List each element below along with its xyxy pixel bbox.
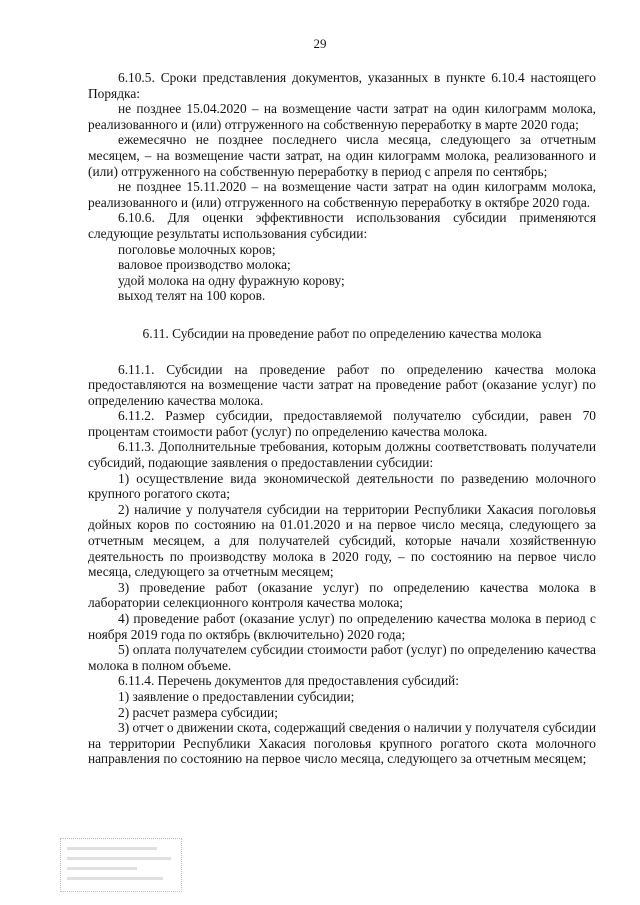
paragraph-6-10-5: 6.10.5. Сроки представления документов, указанных в пункте 6.10.4 настоящего Порядка: [88, 70, 596, 101]
list-item-result: выход телят на 100 коров. [118, 288, 266, 304]
paragraph-6-11-2: 6.11.2. Размер субсидии, предоставляемой получателю субсидии, равен 70 процентам стоимости работ (услуг) по определению качества молока. [88, 408, 596, 439]
list-item-result: удой молока на одну фуражную корову; [118, 272, 345, 288]
paragraph-deadline-october: не позднее 15.11.2020 – на возмещение части затрат на один килограмм молока, реализованного и (или) отгруженного на собственную переработку в октябре 2020 года. [88, 179, 596, 210]
list-item-result: поголовье молочных коров; [118, 241, 276, 257]
list-item-document: 2) расчет размера субсидии; [118, 704, 278, 720]
paragraph-deadline-march: не позднее 15.04.2020 – на возмещение части затрат на один килограмм молока, реализованного и (или) отгруженного на собственную переработку в марте 2020 года; [88, 101, 596, 132]
list-item-document: 1) заявление о предоставлении субсидии; [118, 688, 355, 704]
section-heading-6-11: 6.11. Субсидии на проведение работ по определению качества молока [142, 325, 542, 341]
paragraph-deadline-monthly: ежемесячно не позднее последнего числа месяца, следующего за отчетным месяцем, – на возмещение части затрат, на один килограмм молока, реализованного и (или) отгруженного на собственную переработку в период с апреля по сентябрь; [88, 132, 596, 179]
paragraph-6-10-6: 6.10.6. Для оценки эффективности использования субсидии применяются следующие результаты использования субсидии: [88, 210, 596, 241]
paragraph-6-11-4: 6.11.4. Перечень документов для предоставления субсидий: [118, 673, 459, 689]
paragraph-6-11-1: 6.11.1. Субсидии на проведение работ по определению качества молока предоставляются на возмещение части затрат на проведение работ (оказание услуг) по определению качества молока. [88, 361, 596, 408]
faded-stamp [60, 838, 182, 892]
list-item-requirement: 2) наличие у получателя субсидии на территории Республики Хакасия поголовья дойных коров по состоянию на 01.01.2020 и на первое число месяца, следующего за отчетным месяцем, а для получателей субсидий, которые начали хозяйственную деятельность по производству молока в 2020 году, – по состоянию на первое число месяца, следующего за отчетным месяцем; [88, 501, 596, 580]
list-item-requirement: 1) осуществление вида экономической деятельности по разведению молочного крупного рогатого скота; [88, 470, 596, 502]
list-item-result: валовое производство молока; [118, 257, 291, 273]
document-body [88, 70, 596, 767]
list-item-requirement: 4) проведение работ (оказание услуг) по определению качества молока в период с ноября 2019 года по октябрь (включительно) 2020 года; [88, 611, 596, 642]
paragraph-6-11-3: 6.11.3. Дополнительные требования, которым должны соответствовать получатели субсидий, подающие заявления о предоставлении субсидии: [88, 439, 596, 471]
list-item-requirement: 3) проведение работ (оказание услуг) по определению качества молока в лаборатории селекционного контроля качества молока; [88, 579, 596, 611]
list-item-document: 3) отчет о движении скота, содержащий сведения о наличии у получателя субсидии на территории Республики Хакасия поголовья крупного рогатого скота молочного направления по состоянию на первое число месяца, следующего за отчетным месяцем; [88, 720, 596, 767]
list-item-requirement: 5) оплата получателем субсидии стоимости работ (услуг) по определению качества молока в полном объеме. [88, 642, 596, 673]
page-number: 29 [313, 36, 327, 51]
